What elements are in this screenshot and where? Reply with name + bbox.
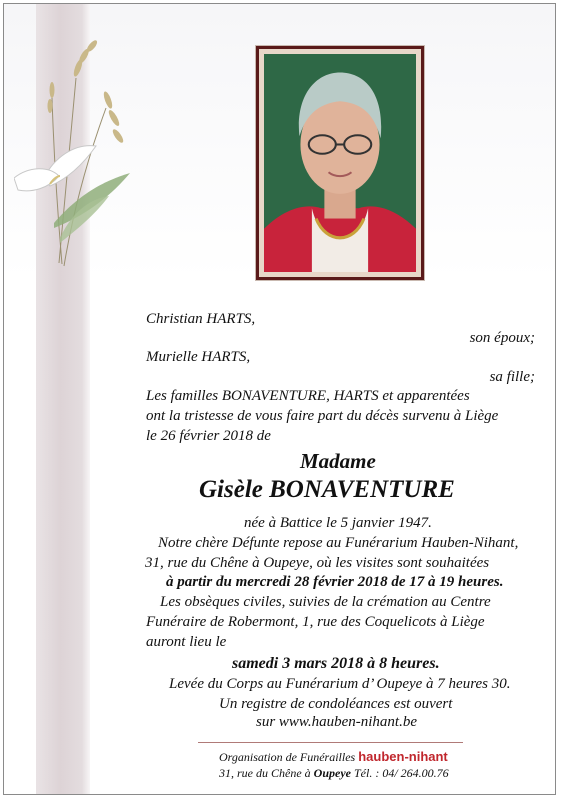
text-line: son époux; [469, 330, 535, 346]
calla-lily-wheat-icon [14, 38, 134, 273]
footer-phone: Tél. : 04/ 264.00.76 [353, 766, 449, 780]
text-line: née à Battice le 5 janvier 1947. [244, 515, 432, 531]
footer-town: Oupeye [313, 766, 351, 780]
deceased-name: Gisèle BONAVENTURE [199, 476, 455, 503]
text-line: Murielle HARTS, [146, 349, 251, 365]
text-line: sa fille; [489, 369, 535, 385]
footer-address-prefix: 31, rue du Chêne à [219, 766, 311, 780]
footer-organisation [219, 749, 448, 765]
funeral-date: samedi 3 mars 2018 à 8 heures. [232, 655, 440, 672]
text-line: Christian HARTS, [146, 311, 256, 327]
text-line: Levée du Corps au Funérarium d’ Oupeye à 7 heures 30. [169, 676, 511, 692]
text-line: Un registre de condoléances est ouvert [219, 696, 453, 712]
text-line: Funéraire de Robermont, 1, rue des Coquelicots à Liège [146, 614, 485, 630]
text-line: auront lieu le [146, 634, 227, 650]
brand-name: hauben-nihant [358, 749, 448, 764]
portrait-photo [264, 54, 416, 272]
footer-org-label: Organisation de Funérailles [219, 750, 356, 764]
text-line: Les obsèques civiles, suivies de la crémation au Centre [160, 594, 491, 610]
footer-divider [198, 742, 463, 743]
portrait-mat [259, 49, 421, 277]
footer-address [219, 766, 449, 781]
text-line: le 26 février 2018 de [146, 428, 271, 444]
condolence-website: sur www.hauben-nihant.be [256, 714, 417, 730]
portrait-frame [256, 46, 424, 280]
text-line: ont la tristesse de vous faire part du décès survenu à Liège [146, 408, 499, 424]
visit-times: à partir du mercredi 28 février 2018 de 17 à 19 heures. [166, 574, 504, 590]
text-line: 31, rue du Chêne à Oupeye, où les visites sont souhaitées [145, 555, 490, 571]
title-madame: Madame [300, 449, 376, 473]
text-line: Notre chère Défunte repose au Funérarium Hauben-Nihant, [158, 535, 519, 551]
text-line: Les familles BONAVENTURE, HARTS et apparentées [146, 388, 470, 404]
